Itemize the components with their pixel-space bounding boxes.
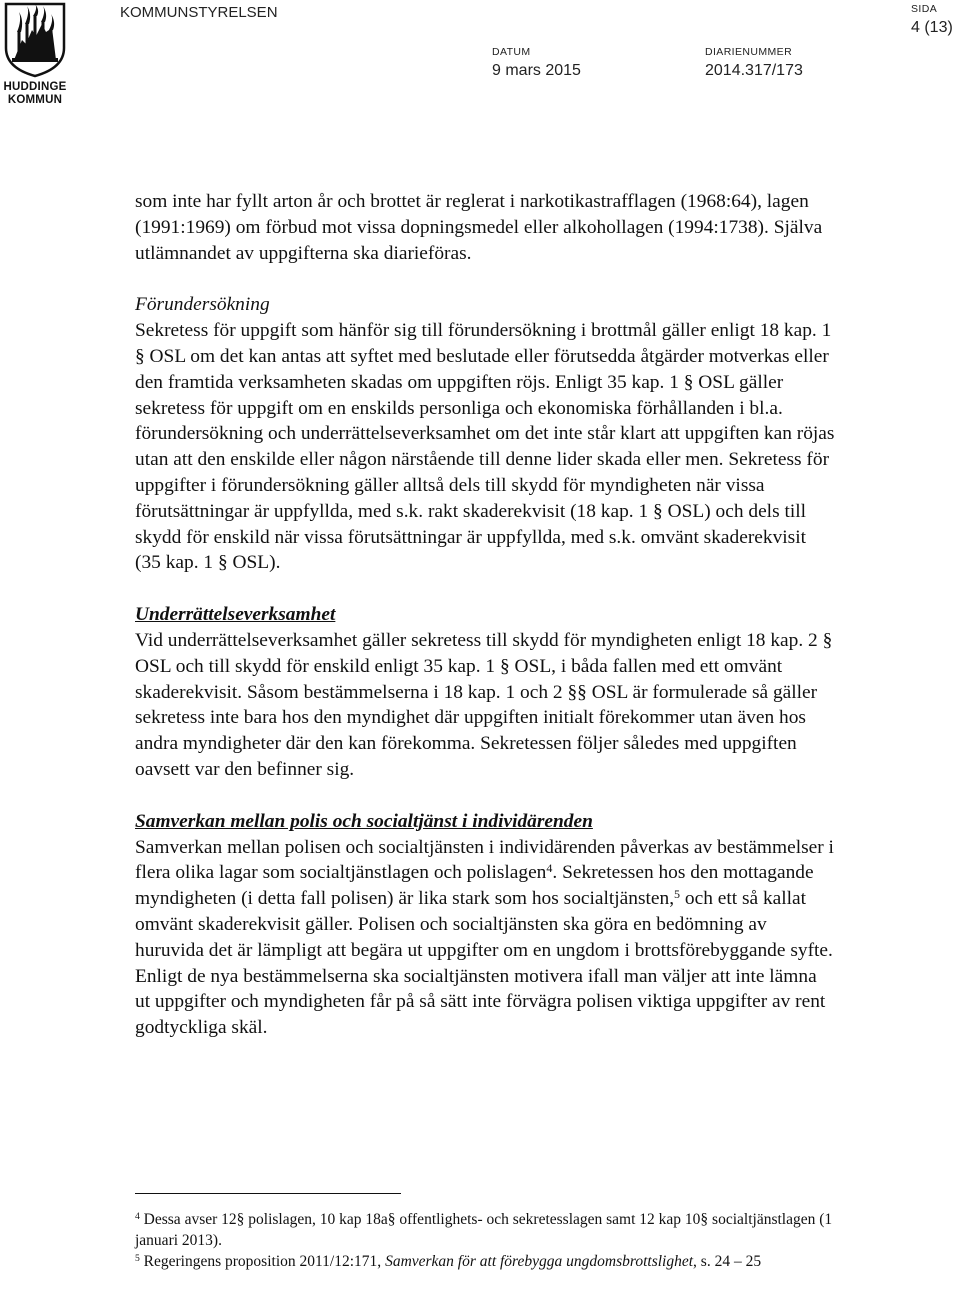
page-label: SIDA [911, 3, 938, 15]
huddinge-logo [2, 2, 68, 106]
heading-underrattelseverksamhet: Underrättelseverksamhet [135, 604, 336, 626]
date-label: DATUM [492, 46, 531, 58]
section-symbol: § [500, 655, 510, 677]
document-body [135, 189, 835, 1041]
section-symbol: § [683, 371, 694, 393]
coat-of-arms-icon [2, 2, 68, 78]
footnotes [135, 1209, 835, 1272]
section-symbol: § [653, 500, 663, 522]
logo-name-line2: KOMMUN [7, 94, 63, 106]
cited-title: Samverkan för att förebygga ungdomsbrottslighet [385, 1253, 694, 1270]
paragraph-underrattelseverksamhet: Vid underrättelseverksamhet gäller sekretess till skydd för myndigheten enligt 18 kap. 2 § OSL och till skydd för enskild enligt 35 kap. 1 § OSL, i båda fallen med ett omvänt skaderekvisit. Såsom bestämmelserna i 18 kap. 1 och 2 §§ OSL är formulerade så gäller sekretess inte bara hos den myndighet där uppgiften initialt förekommer utan även hos andra myndigheter där den kan förekomma. Sekretessen följer således med uppgiften oavsett var den befinner sig. [135, 629, 833, 780]
intro-paragraph: som inte har fyllt arton år och brottet är reglerat i narkotikastrafflagen (1968:64), lagen (1991:1969) om förbud mot vissa dopningsmedel eller alkohollagen (1994:1738). Själva utlämnandet av uppgifterna ska diarieföras. [135, 191, 823, 264]
organization-name: KOMMUNSTYRELSEN [120, 4, 278, 21]
date-value: 9 mars 2015 [492, 62, 581, 79]
section-symbol: § [567, 681, 578, 703]
footnote-4: $^4$ Dessa avser 12§ polislagen, 10 kap 18a§ offentlighets- och sekretesslagen samt 12 kap 10§ socialtjänstlagen (1 januari 2013). [135, 1210, 833, 1249]
logo-name-line1: HUDDINGE [3, 81, 67, 93]
footnote-5: $^5$ Regeringens proposition 2011/12:171, Samverkan för att förebygga ungdomsbrottslighet, s. 24 – 25 [135, 1252, 762, 1270]
page-number: 4 (13) [911, 19, 953, 36]
footnote-ref-5[interactable]: 5 [674, 886, 681, 901]
heading-samverkan: Samverkan mellan polis och socialtjänst i individärenden [135, 810, 593, 832]
section-symbol: § [577, 681, 587, 703]
paragraph-forundersokning: Sekretess för uppgift som hänför sig till förundersökning i brottmål gäller enligt 18 kap. 1 § OSL om det kan antas att syftet med beslutade eller förutsedda åtgärder motverkas eller den framtida verksamheten skadas om uppgiften röjs. Enligt 35 kap. 1 § OSL gäller sekretess för uppgift om en enskilds personliga och ekonomiska förhållanden i bl.a. förundersökning och underrättelseverksamhet om det inte står klart att uppgiften kan röjas utan att den enskilde eller någon närstående till denne lider skada eller men. Sekretess för uppgifter i förundersökning gäller alltså dels till skydd för myndigheten när vissa förutsättningar är uppfyllda, med s.k. rakt skaderekvisit (18 kap. 1 § OSL) och dels till skydd för enskild när vissa förutsättningar är uppfyllda, med s.k. omvänt skaderekvisit (35 kap. 1 § OSL). [135, 320, 835, 574]
diary-number-value: 2014.317/173 [705, 62, 803, 79]
section-symbol: § [135, 345, 145, 367]
footnote-ref-4[interactable]: 4 [546, 860, 553, 875]
diary-number-label: DIARIENUMMER [705, 46, 793, 58]
paragraph-samverkan: Samverkan mellan polisen och socialtjänsten i individärenden påverkas av bestämmelser i flera olika lagar som socialtjänstlagen och polislagen$^4$. Sekretessen hos den mottagande myndigheten (i detta fall polisen) är lika stark som hos socialtjänsten,$^5$ och ett så kallat omvänt skaderekvisit gäller. Polisen och socialtjänsten ska göra en bedömning av huruvida det är lämpligt att begära ut uppgifter om en ungdom i brottsförebyggande syfte. Enligt de nya bestämmelserna ska socialtjänsten motivera ifall man väljer att inte lämna ut uppgifter och myndigheten får på så sätt inte förvägra polisen viktiga uppgifter av rent godtyckliga skäl. [135, 836, 834, 1039]
section-symbol: § [822, 629, 833, 651]
section-symbol: § [217, 552, 228, 574]
heading-forundersokning: Förundersökning [135, 294, 270, 316]
footnote-divider [135, 1193, 401, 1194]
